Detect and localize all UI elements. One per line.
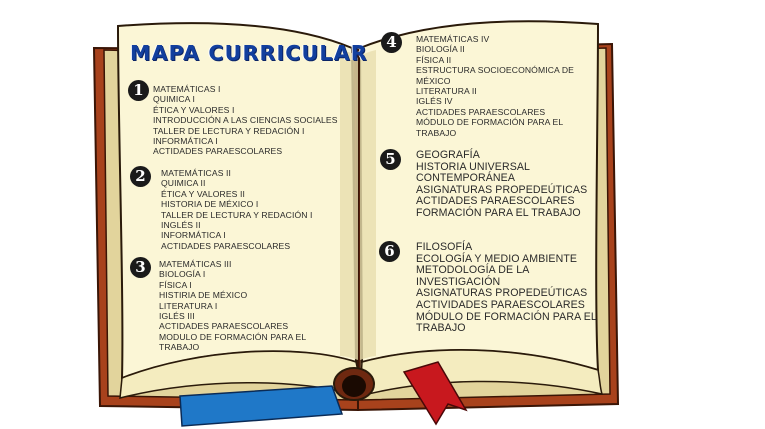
list-item: TRABAJO — [159, 342, 200, 353]
list-item: GEOGRAFÍA — [416, 149, 480, 161]
section-4-list — [416, 34, 574, 138]
list-item: HISTORIA DE MÉXICO I — [161, 199, 259, 210]
list-item: TALLER DE LECTURA Y REDACIÓN I — [153, 125, 305, 136]
list-item: MATEMÁTICAS III — [159, 259, 232, 269]
section-6-list — [416, 242, 597, 335]
list-item: MÓDULO DE FORMACIÓN PARA EL — [416, 310, 597, 323]
list-item: MÓDULO DE FORMACIÓN PARA EL — [416, 117, 564, 128]
list-item: ASIGNATURAS PROPEDEÚTICAS — [416, 183, 588, 196]
section-4-number: 4 — [381, 32, 402, 53]
section-3-number: 3 — [130, 257, 151, 278]
list-item: ESTRUCTURA SOCIOECONÓMICA DE — [416, 65, 574, 76]
list-item: BIOLOGÍA I — [159, 269, 206, 280]
list-item: TRABAJO — [416, 322, 466, 335]
list-item: LITERATURA II — [416, 86, 477, 97]
list-item: ASIGNATURAS PROPEDEÚTICAS — [416, 287, 588, 300]
list-item: INVESTIGACIÓN — [416, 275, 501, 288]
gutter-shadow-right — [360, 50, 376, 360]
list-item: HISTIRIA DE MÉXICO — [159, 290, 248, 301]
list-item: ÉTICA Y VALORES I — [153, 104, 235, 115]
section-2-list — [161, 168, 313, 251]
section-5-number: 5 — [380, 149, 401, 170]
list-item: ACTIDADES PARAESCOLARES — [416, 106, 546, 117]
list-item: BIOLOGÍA II — [416, 44, 465, 55]
section-1-number: 1 — [128, 80, 149, 101]
spine-roll-inner — [342, 375, 366, 397]
list-item: ACTIDADES PARAESCOLARES — [416, 195, 575, 208]
list-item: INGLÉS II — [161, 220, 201, 231]
list-item: ACTIDADES PARAESCOLARES — [161, 240, 291, 251]
list-item: HISTORIA UNIVERSAL — [416, 160, 531, 173]
section-5-list — [416, 150, 587, 220]
list-item: ÉTICA Y VALORES II — [161, 188, 245, 199]
list-item: FORMACIÓN PARA EL TRABAJO — [416, 206, 581, 219]
list-item: ACTIDADES PARAESCOLARES — [153, 146, 283, 157]
list-item: INFORMÁTICA I — [161, 230, 226, 241]
gutter-shadow — [340, 50, 358, 360]
list-item: ECOLOGÍA Y MEDIO AMBIENTE — [416, 252, 578, 265]
list-item: LITERATURA I — [159, 300, 218, 311]
list-item: IGLÉS III — [159, 311, 195, 322]
list-item: ACTIDADES PARAESCOLARES — [159, 321, 289, 332]
list-item: FÍSICA II — [416, 54, 452, 65]
list-item: IGLÉS IV — [416, 96, 453, 107]
list-item: MÉXICO — [416, 75, 451, 86]
list-item: INFORMÁTICA I — [153, 136, 218, 147]
list-item: CONTEMPORÁNEA — [416, 172, 516, 185]
list-item: QUIMICA I — [153, 94, 195, 105]
list-item: METODOLOGÍA DE LA — [416, 264, 530, 277]
list-item: TRABAJO — [416, 127, 457, 138]
list-item: ACTIVIDADES PARAESCOLARES — [416, 298, 585, 311]
list-item: MODULO DE FORMACIÓN PARA EL — [159, 331, 307, 342]
section-3-list — [159, 259, 306, 353]
list-item: MATEMÁTICAS IV — [416, 34, 490, 44]
list-item: MATEMÁTICAS II — [161, 168, 231, 178]
list-item: TALLER DE LECTURA Y REDACIÓN I — [161, 209, 313, 220]
list-item: FÍSICA I — [159, 279, 192, 290]
section-1-list — [153, 84, 338, 157]
list-item: MATEMÁTICAS I — [153, 84, 221, 94]
section-2-number: 2 — [130, 166, 151, 187]
page-title: MAPA CURRICULAR — [130, 41, 368, 65]
section-6-number: 6 — [379, 241, 400, 262]
list-item: QUIMICA II — [161, 178, 206, 189]
list-item: FILOSOFÍA — [416, 241, 473, 253]
list-item: INTRODUCCIÓN A LAS CIENCIAS SOCIALES — [153, 115, 338, 126]
